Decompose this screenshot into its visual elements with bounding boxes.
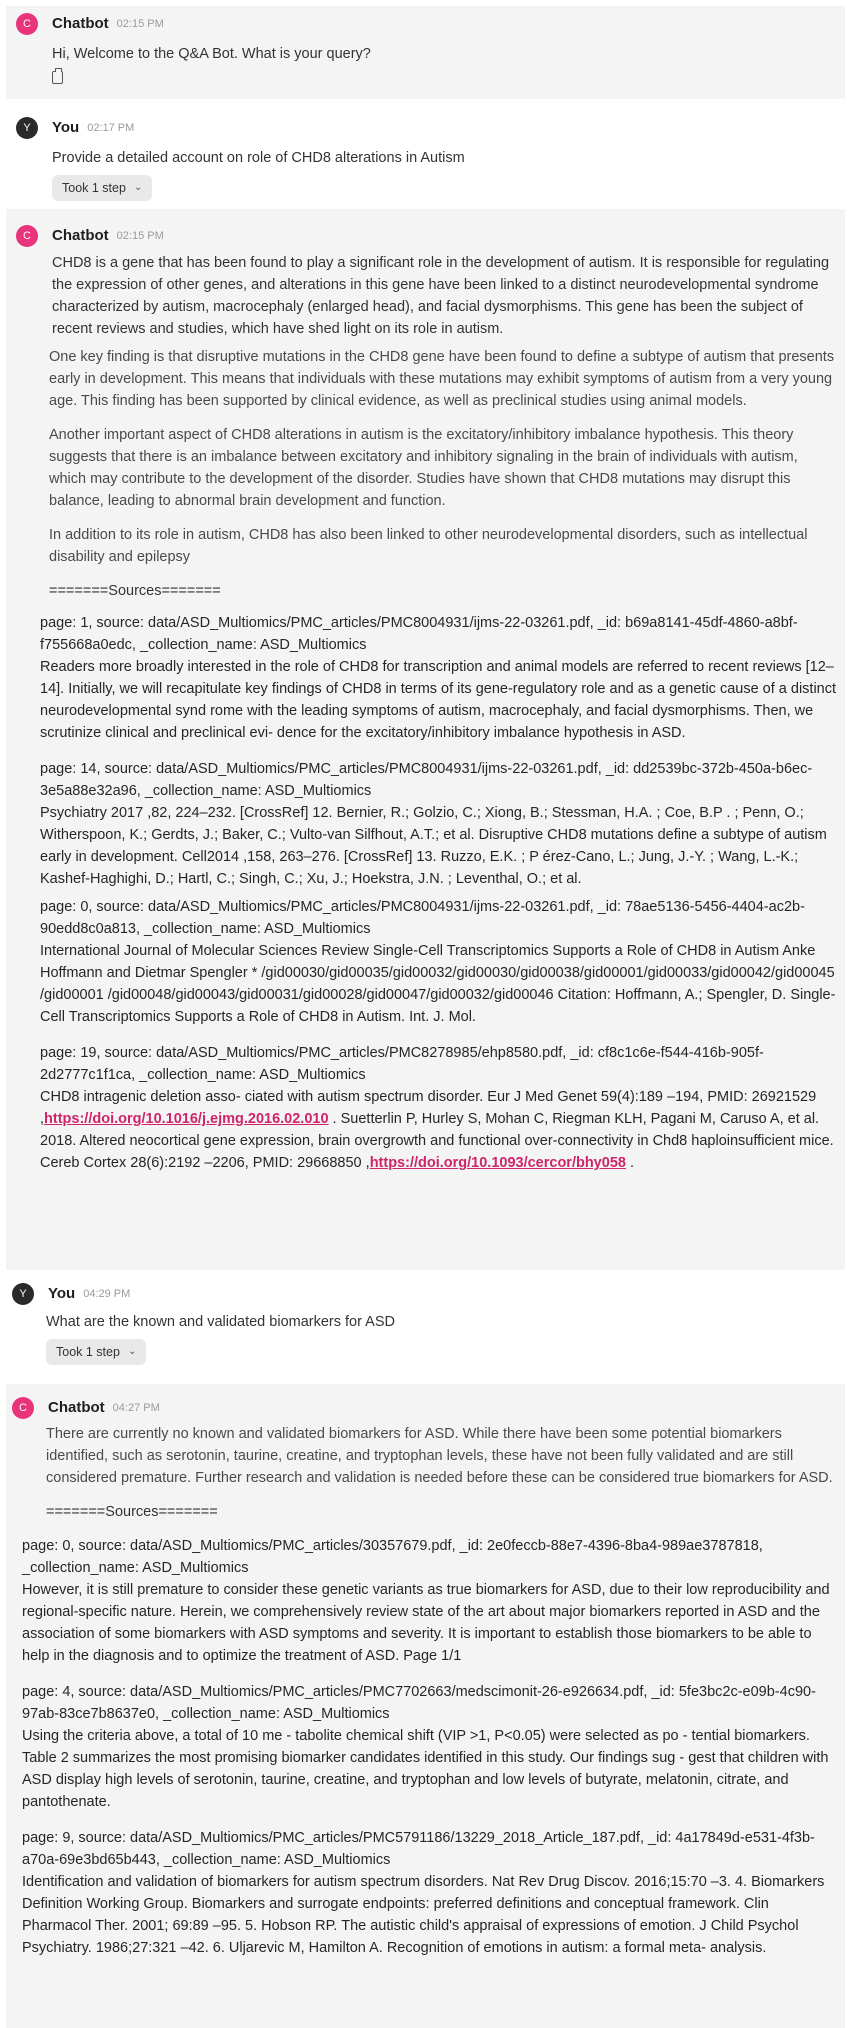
author-name: Chatbot [52,15,109,32]
source-text: CHD8 intragenic deletion asso- ciated with autism spectrum disorder. Eur J Med Genet 59(4):189 –194, PMID: 26921529 ,https://doi.org/10.1016/j.ejmg.2016.02.010 . Suetterlin P, Hurley S, Mohan C, Riegman KLH, Pagani M, Caruso A, et al. 2018. Altered neocortical gene expression, brain overgrowth and functional over-connectivity in Chd8 haploinsufficient mice. Cereb Cortex 28(6):2192 –2206, PMID: 29668850 ,https://doi.org/10.1093/cercor/bhy058 . [40,1089,834,1171]
copy-icon[interactable] [52,71,63,84]
bot-message-welcome [6,6,845,99]
answer-paragraph: Another important aspect of CHD8 alterations in autism is the excitatory/inhibitory imbalance hypothesis. This theory suggests that there is an imbalance between excitatory and inhibitory signaling in the brain of individuals with autism, which may contribute to the development of the disorder. Studies have shown that CHD8 mutations may disrupt this balance, leading to abnormal brain development and function. [49,427,798,509]
answer-paragraph: CHD8 is a gene that has been found to play a significant role in the development of autism. It is responsible for regulating the expression of other genes, and alterations in this gene have been linked to a distinct neurodevelopmental syndrome characterized by autism, macrocephaly (enlarged head), and facial dysmorphisms. This gene has been the subject of recent reviews and studies, which have shed light on its role in autism. [52,255,830,337]
user-message [6,1270,845,1384]
source-entry [40,1042,845,1174]
source-entry [22,1535,835,1667]
source-meta: page: 9, source: data/ASD_Multiomics/PMC_articles/PMC5791186/13229_2018_Article_187.pdf, _id: 4a17849d-e531-4f3b-a70a-69e3bd65b443, _collection_name: ASD_Multiomics [22,1830,815,1868]
message-text: Provide a detailed account on role of CHD8 alterations in Autism [52,150,465,166]
chatbot-avatar: C [16,225,38,247]
source-entry [22,1827,835,1959]
source-meta: page: 14, source: data/ASD_Multiomics/PMC_articles/PMC8004931/ijms-22-03261.pdf, _id: dd2539bc-372b-450a-b6ec-3e5a88e32a96, _collection_name: ASD_Multiomics [40,761,813,799]
source-text: Readers more broadly interested in the role of CHD8 for transcription and animal models are referred to recent reviews [12–14]. Initially, we will recapitulate key findings of CHD8 in terms of its gene-regulatory role and as a genetic cause of a distinct neurodevelopmental synd rome with the leading symptoms of autism, macrocephaly, and facial dysmorphisms. Then, we scrutinize clinical and preclinical evi- dence for the excitatory/inhibitory imbalance hypothesis in ASD. [40,659,837,741]
timestamp: 04:27 PM [112,1402,160,1414]
source-text: Using the criteria above, a total of 10 me - tabolite chemical shift (VIP >1, P<0.05) were selected as po - tential biomarkers. Table 2 summarizes the most promising biomarker candidates identified in this study. Our findings sug - gest that children with ASD display high levels of serotonin, taurine, creatine, and tryptophan and low levels of butyrate, melatonin, citrate, and pantothenate. [22,1728,829,1810]
user-avatar: Y [16,117,38,139]
source-meta: page: 0, source: data/ASD_Multiomics/PMC_articles/PMC8004931/ijms-22-03261.pdf, _id: 78ae5136-5456-4404-ac2b-90edd8c0a813, _collection_name: ASD_Multiomics [40,899,805,937]
doi-link[interactable]: https://doi.org/10.1093/cercor/bhy058 [369,1155,626,1171]
source-meta: page: 19, source: data/ASD_Multiomics/PMC_articles/PMC8278985/ehp8580.pdf, _id: cf8c1c6e-f544-416b-905f-2d2777c1f1ca, _collection_name: ASD_Multiomics [40,1045,764,1083]
chevron-down-icon: ⌄ [127,1346,137,1357]
user-avatar: Y [12,1283,34,1305]
sources-header: =======Sources======= [49,583,221,599]
source-text: International Journal of Molecular Sciences Review Single-Cell Transcriptomics Supports a Role of CHD8 in Autism Anke Hoffmann and Dietmar Spengler * /gid00030/gid00035/gid00032/gid00030/gid00038/gid00001/gid00033/gid00042/gid00045 /gid00001 /gid00048/gid00043/gid00031/gid00028/gid00047/gid00032/gid00046 Citation: Hoffmann, A.; Spengler, D. Single-Cell Transcriptomics Supports a Role of CHD8 in Autism. Int. J. Mol. [40,943,836,1025]
source-entry [40,896,845,1028]
chevron-down-icon: ⌄ [133,182,143,193]
bot-message-answer [6,1384,845,2028]
answer-paragraph: One key finding is that disruptive mutations in the CHD8 gene have been found to define a subtype of autism that presents early in development. This means that individuals with these mutations may exhibit symptoms of autism from a very young age. This finding has been supported by clinical evidence, as well as preclinical studies using animal models. [49,349,835,409]
doi-link[interactable]: https://doi.org/10.1016/j.ejmg.2016.02.010 [44,1111,329,1127]
source-entry [40,758,845,890]
author-name: Chatbot [48,1399,105,1416]
source-entry [40,612,845,744]
answer-paragraph: In addition to its role in autism, CHD8 has also been linked to other neurodevelopmental disorders, such as intellectual disability and epilepsy [49,527,808,565]
source-text: Psychiatry 2017 ,82, 224–232. [CrossRef] 12. Bernier, R.; Golzio, C.; Xiong, B.; Stessman, H.A. ; Coe, B.P . ; Penn, O.; Witherspoon, K.; Gerdts, J.; Baker, C.; Vulto-van Silfhout, A.T.; et al. Disruptive CHD8 mutations define a subtype of autism early in development. Cell2014 ,158, 263–276. [CrossRef] 13. Ruzzo, E.K. ; P érez-Cano, L.; Jung, J.-Y. ; Wang, L.-K.; Kashef-Haghighi, D.; Hartl, C.; Singh, C.; Xu, J.; Hoekstra, J.N. ; Leventhal, O.; et al. [40,805,827,887]
sources-header: =======Sources======= [46,1504,218,1520]
source-meta: page: 1, source: data/ASD_Multiomics/PMC_articles/PMC8004931/ijms-22-03261.pdf, _id: b69a8141-45df-4860-a8bf-f755668a0edc, _collection_name: ASD_Multiomics [40,615,798,653]
message-text: Hi, Welcome to the Q&A Bot. What is your query? [52,46,371,62]
source-text: Identification and validation of biomarkers for autism spectrum disorders. Nat Rev Drug Discov. 2016;15:70 –3. 4. Biomarkers Definition Working Group. Biomarkers and surrogate endpoints: preferred definitions and conceptual framework. Clin Pharmacol Ther. 2001; 69:89 –95. 5. Hobson RP. The autistic child's appraisal of expressions of emotion. J Child Psychol Psychiatry. 1986;27:321 –42. 6. Uljarevic M, Hamilton A. Recognition of emotions in autism: a formal meta- analysis. [22,1874,825,1956]
chatbot-avatar: C [12,1397,34,1419]
timestamp: 02:15 PM [116,18,164,30]
author-name: Chatbot [52,227,109,244]
timestamp: 02:17 PM [87,122,135,134]
answer-paragraph: There are currently no known and validated biomarkers for ASD. While there have been some potential biomarkers identified, such as serotonin, taurine, creatine, and tryptophan levels, these have not been fully validated and are still considered premature. Further research and validation is needed before these can be considered true biomarkers for ASD. [46,1426,833,1486]
timestamp: 02:15 PM [116,230,164,242]
author-name: You [48,1285,76,1302]
took-steps-button[interactable] [46,1339,146,1365]
timestamp: 04:29 PM [83,1288,131,1300]
source-meta: page: 0, source: data/ASD_Multiomics/PMC_articles/30357679.pdf, _id: 2e0feccb-88e7-4396-8ba4-989ae3787818, _collection_name: ASD_Multiomics [22,1538,763,1576]
user-message [6,99,845,209]
source-meta: page: 4, source: data/ASD_Multiomics/PMC_articles/PMC7702663/medscimonit-26-e926634.pdf, _id: 5fe3bc2c-e09b-4c90-97ab-83ce7b8637e0, _collection_name: ASD_Multiomics [22,1684,816,1722]
source-entry [22,1681,835,1813]
chatbot-avatar: C [16,13,38,35]
took-steps-button[interactable] [52,175,152,201]
author-name: You [52,119,80,136]
source-text: However, it is still premature to consider these genetic variants as true biomarkers for ASD, due to their low reproducibility and regional-specific nature. Herein, we comprehensively review state of the art about major biomarkers reported in ASD and the association of some biomarkers with ASD symptoms and severity. It is important to establish those biomarkers to be able to help in the diagnosis and to optimize the treatment of ASD. Page 1/1 [22,1582,830,1664]
message-text: What are the known and validated biomarkers for ASD [46,1314,395,1330]
step-label: Took 1 step [56,1345,120,1359]
bot-message-answer [6,209,845,1270]
step-label: Took 1 step [62,181,126,195]
